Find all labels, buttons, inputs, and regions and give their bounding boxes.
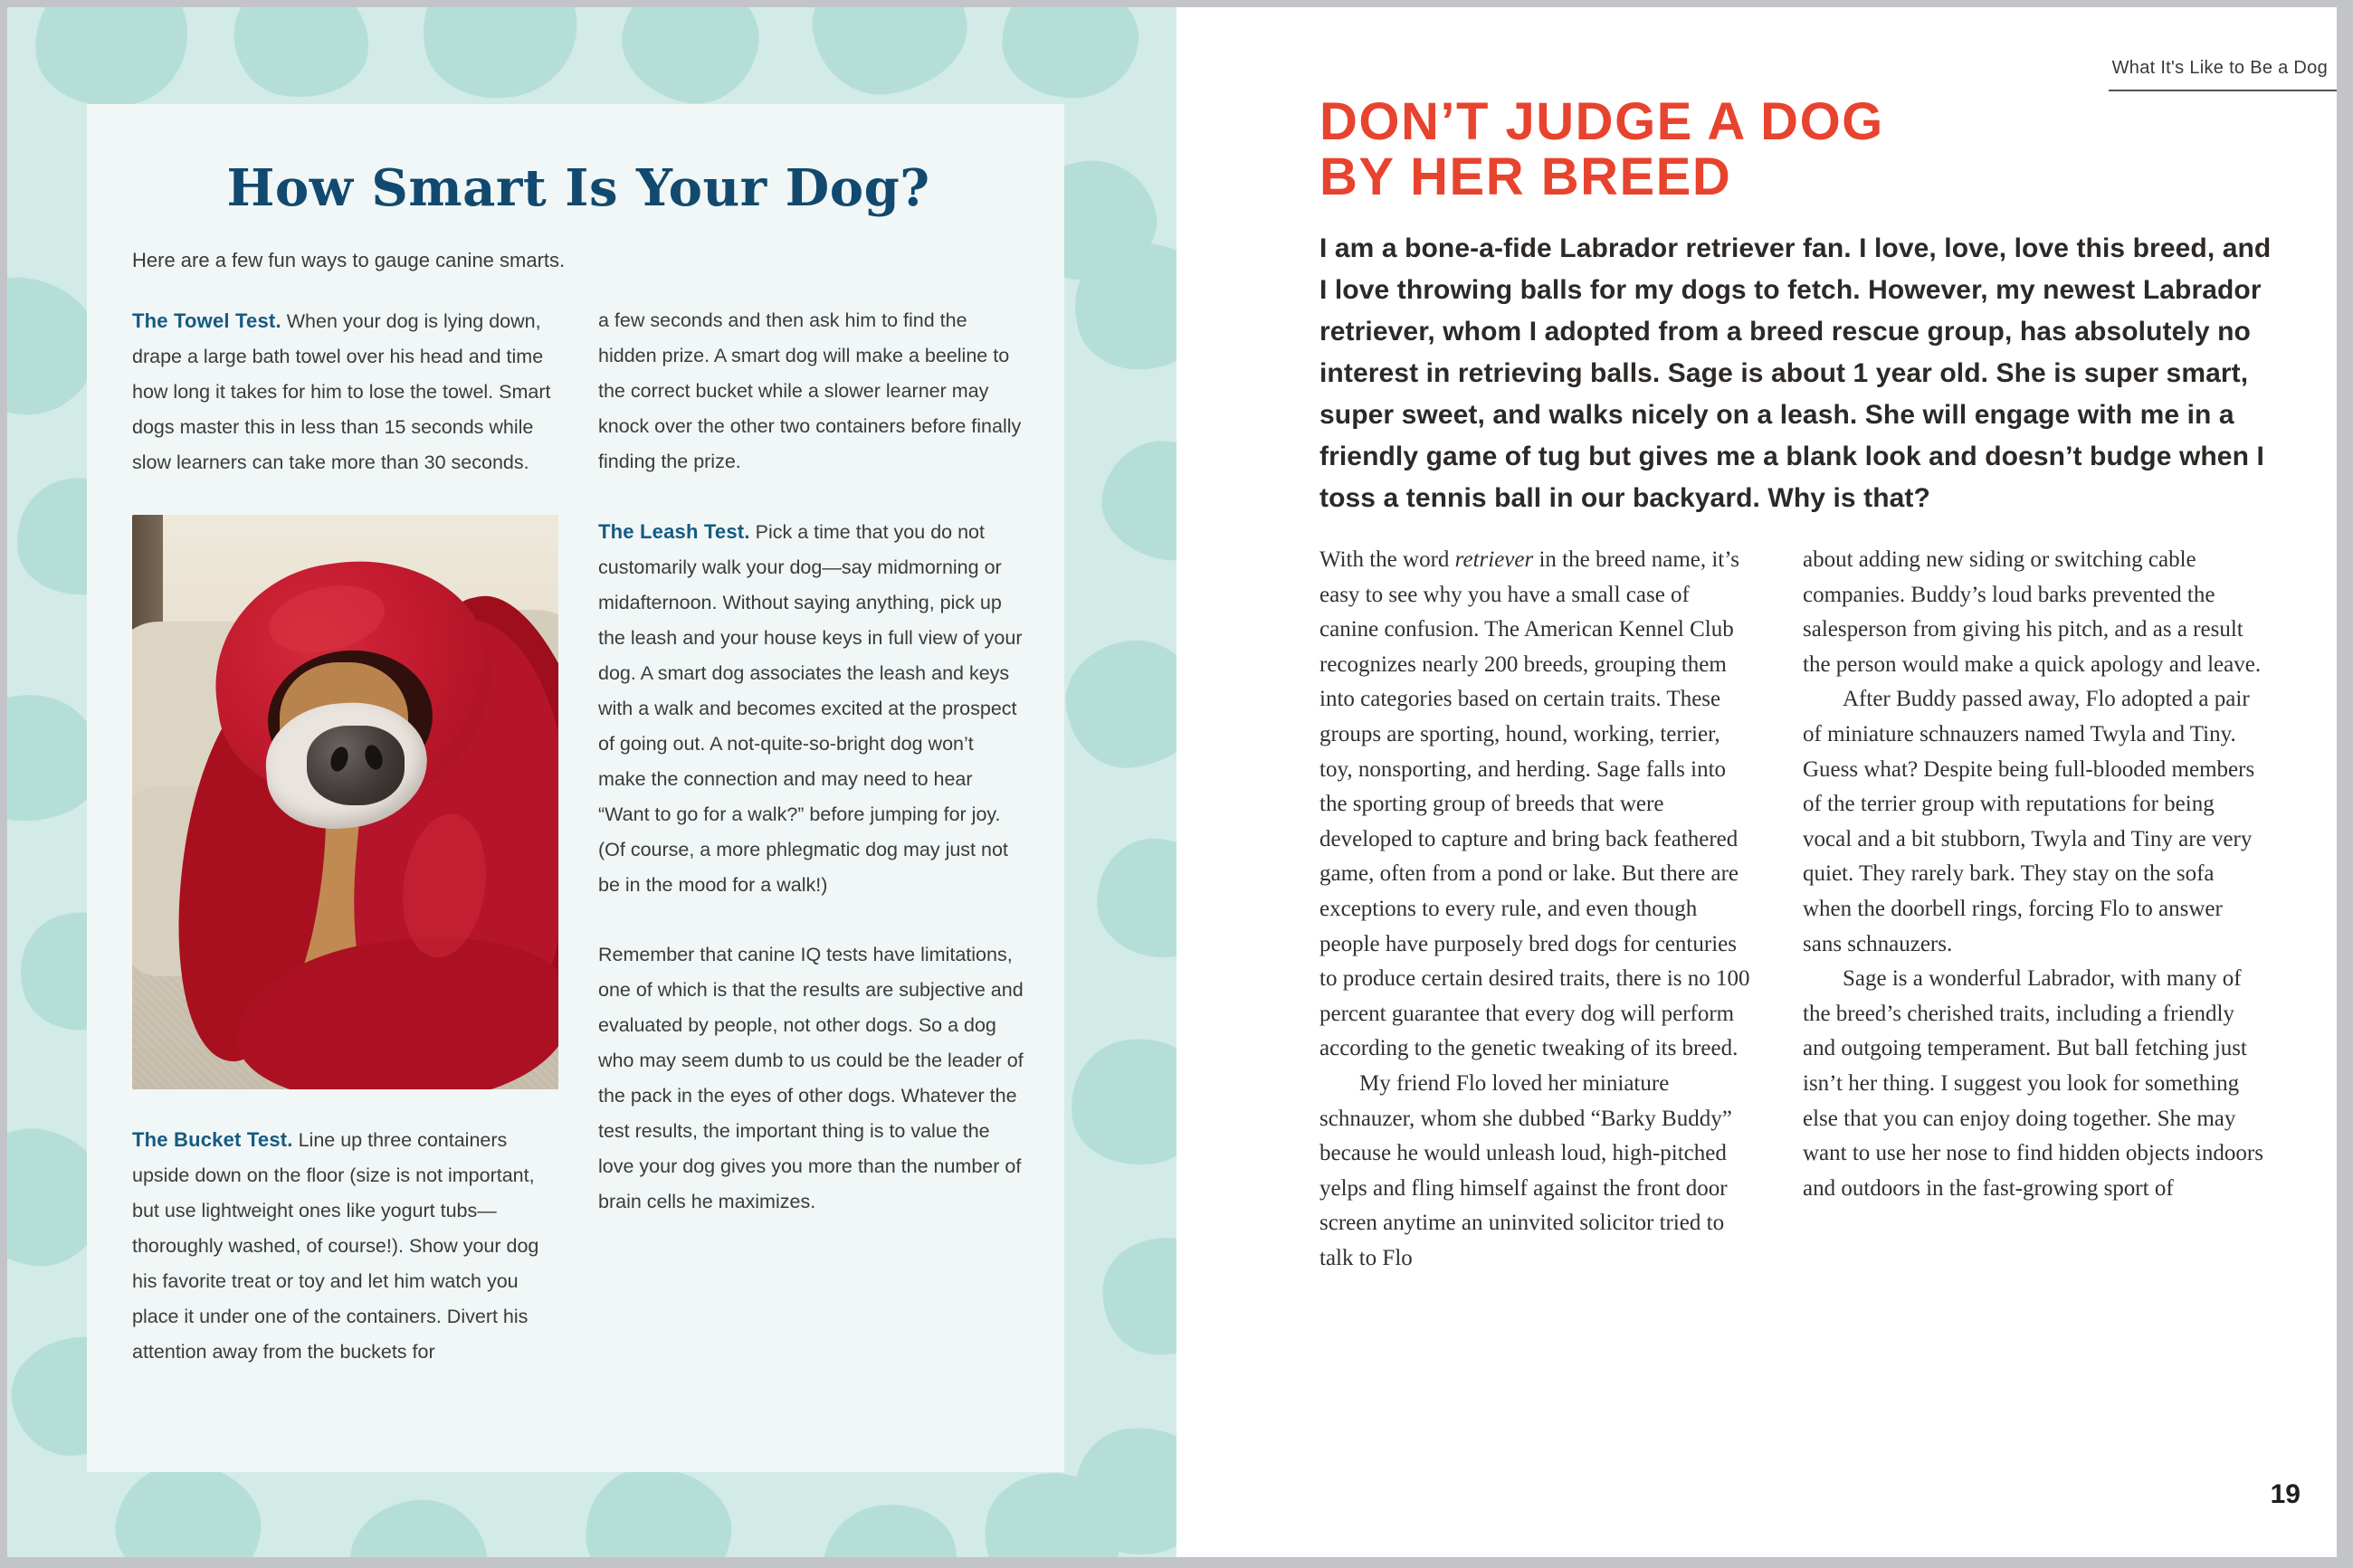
pattern-blob — [226, 7, 377, 107]
pattern-blob — [1061, 1028, 1176, 1176]
bucket-test-text: Line up three containers upside down on the floor (size is not important, but use lightweight ones like yogurt tubs—thoroughly washed, of course!). Show your dog his favorite treat or toy and let him watch you place it under one of the containers. Divert his attention away from the buckets for — [132, 1129, 539, 1363]
answer-column-2 — [1803, 543, 2266, 1276]
answer-p1-italic: retriever — [1454, 547, 1534, 572]
answer-paragraph-4: After Buddy passed away, Flo adopted a pair of miniature schnauzers named Twyla and Tiny. Guess what? Despite being full-blooded members of the terrier group with reputations for being vocal and a bit stubborn, Twyla and Tiny are very quiet. They rarely bark. They stay on the sofa when the doorbell rings, forcing Flo to answer sans schnauzers. — [1803, 687, 2255, 956]
pattern-blob — [1091, 832, 1176, 965]
card-intro: Here are a few fun ways to gauge canine smarts. — [132, 249, 566, 271]
remember-paragraph: Remember that canine IQ tests have limitations, one of which is that the results are subjective and evaluated by people, not other dogs. So a dog who may seem dumb to us could be the leader of the pack in the eyes of other dogs. Whatever the test results, the important thing is to value the love your dog gives you more than the number of brain cells he maximizes. — [598, 944, 1024, 1212]
section-title-line2: BY HER BREED — [1319, 147, 1732, 206]
leash-test-lead: The Leash Test. — [598, 520, 750, 543]
book-spread — [7, 7, 2337, 1557]
answer-paragraph-1 — [1319, 543, 1754, 1067]
answer-column-1 — [1319, 543, 1754, 1276]
pattern-blob — [804, 7, 975, 103]
towel-test-paragraph — [132, 303, 558, 480]
running-head — [2109, 58, 2337, 91]
how-smart-card — [87, 104, 1064, 1472]
dog-photo-illustration — [132, 515, 558, 1089]
section-title — [1319, 94, 2308, 204]
card-column-2 — [598, 303, 1024, 1370]
pattern-blob — [611, 7, 770, 115]
card-column-1 — [132, 303, 558, 1370]
answer-paragraph-2: My friend Flo loved her miniature schnauzer, whom she dubbed “Barky Buddy” because he would unleash loud, high-pitched yelps and fling himself against the front door screen anytime an uninvited solicitor tried to talk to Flo — [1319, 1070, 1732, 1270]
pattern-blob — [1097, 1231, 1176, 1362]
pattern-blob — [24, 7, 198, 119]
pattern-blob — [1093, 432, 1176, 569]
left-page — [7, 7, 1176, 1557]
page-number: 19 — [2270, 1479, 2301, 1509]
leash-test-text: Pick a time that you do not customarily walk your dog—say midmorning or midafternoon. Without saying anything, pick up the leash and your house keys in full view of your dog. A smart dog associates the leash and keys with a walk and becomes excited at the prospect of going out. A not-quite-so-bright dog won’t make the connection and may need to hear “Want to go for a walk?” before jumping for joy. (Of course, a more phlegmatic dog may just not be in the mood for a walk!) — [598, 521, 1023, 896]
bucket-continuation-paragraph: a few seconds and then ask him to find the hidden prize. A smart dog will make a beeline to the correct bucket while a slower learner may knock over the other two containers before finally finding the prize. — [598, 309, 1022, 472]
right-page — [1176, 7, 2337, 1557]
bucket-test-paragraph — [132, 1122, 558, 1370]
pattern-blob — [581, 1462, 737, 1557]
card-title: How Smart Is Your Dog? — [226, 158, 930, 218]
bucket-test-lead: The Bucket Test. — [132, 1128, 293, 1151]
photo-dog-nose — [307, 726, 405, 805]
pattern-blob — [813, 1494, 967, 1557]
question-intro: I am a bone-a-fide Labrador retriever fan. I love, love, love this breed, and I love throwing balls for my dogs to fetch. However, my newest Labrador retriever, whom I adopted from a breed rescue group, has absolutely no interest in retrieving balls. Sage is about 1 year old. She is super smart, super sweet, and walks nicely on a leash. She will engage with me in a friendly game of tug but gives me a blank look and doesn’t budge when I toss a tennis ball in our backyard. Why is that? — [1319, 233, 2272, 513]
pattern-blob — [1061, 635, 1176, 774]
pattern-blob — [418, 7, 583, 104]
answer-paragraph-3: about adding new siding or switching cable companies. Buddy’s loud barks prevented the salesperson from giving his pitch, and as a result the person would make a quick apology and leave. — [1803, 547, 2262, 677]
answer-p1-post: in the breed name, it’s easy to see why you have a small case of canine confusion. The American Kennel Club recognizes nearly 200 breeds, grouping them into categories based on certain traits. These groups are sporting, hound, working, terrier, toy, nonsporting, and herding. Sage falls into the sporting group of breeds that were developed to capture and bring back feathered game, often from a pond or lake. But there are exceptions to every rule, and even though people have purposely bred dogs for centuries to produce certain desired traits, there is no 100 percent guarantee that every dog will perform according to the genetic tweaking of its breed. — [1319, 547, 1750, 1061]
card-columns — [132, 303, 1024, 1370]
answer-paragraph-5: Sage is a wonderful Labrador, with many of the breed’s cherished traits, including a friendly and outgoing temperament. But ball fetching just isn’t her thing. I suggest you look for something else that you can enjoy doing together. She may want to use her nose to find hidden objects indoors and outdoors in the fast-growing sport of — [1803, 966, 2263, 1201]
answer-columns — [1319, 543, 2308, 1276]
answer-p1-pre: With the word — [1319, 547, 1455, 572]
pattern-blob — [998, 7, 1144, 103]
section-title-line1: DON’T JUDGE A DOG — [1319, 92, 1884, 151]
towel-test-text: When your dog is lying down, drape a large bath towel over his head and time how long it takes for him to lose the towel. Smart dogs master this in less than 15 seconds while slow learners can take more than 30 seconds. — [132, 310, 551, 473]
leash-test-paragraph — [598, 514, 1024, 903]
towel-test-lead: The Towel Test. — [132, 309, 281, 332]
running-head-text: What It's Like to Be a Dog — [2111, 58, 2328, 78]
pattern-blob — [346, 1494, 493, 1557]
